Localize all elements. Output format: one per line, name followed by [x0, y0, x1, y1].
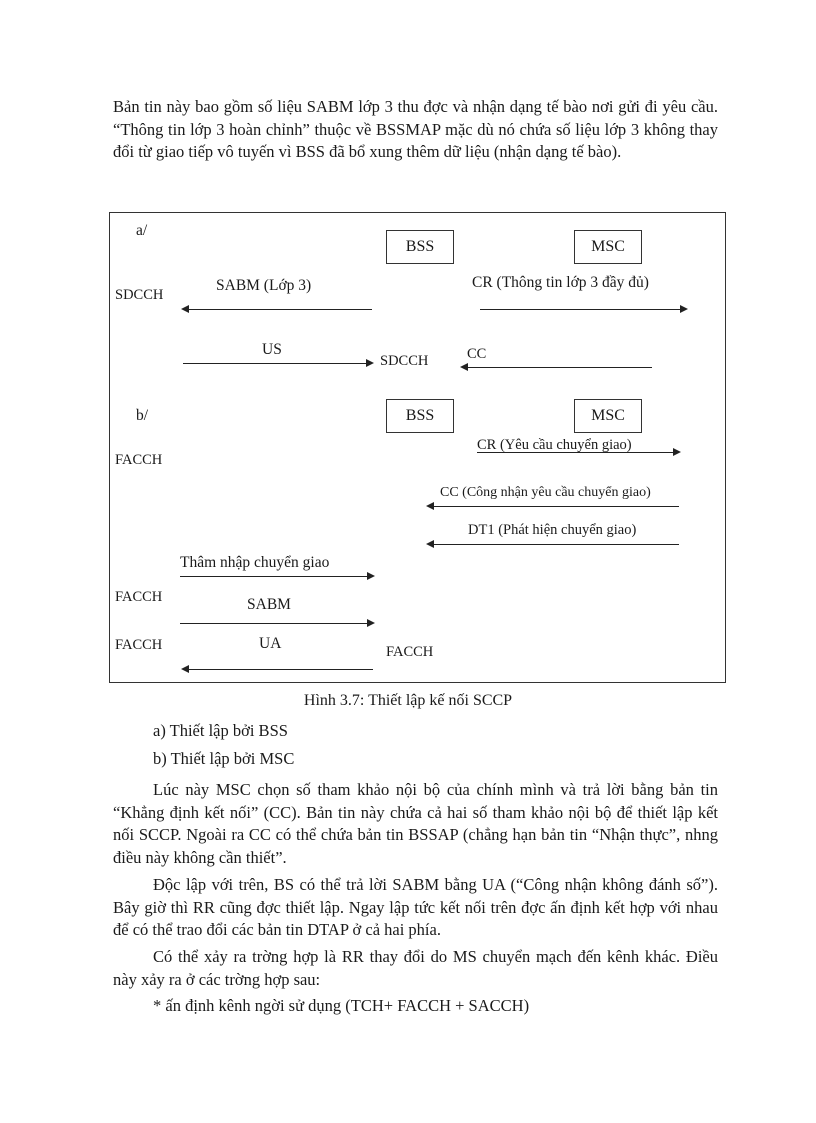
dt1-arrow	[428, 544, 679, 545]
part-a-label: a/	[136, 222, 148, 239]
figure-caption: Hình 3.7: Thiết lập kế nối SCCP	[303, 692, 513, 709]
dt1-label: DT1 (Phát hiện chuyển giao)	[468, 522, 637, 538]
cc-arrow-a	[462, 367, 652, 368]
sabm-label-b: SABM	[247, 596, 291, 613]
ua-label: UA	[259, 635, 282, 652]
bullet-line: * ấn định kênh ngời sử dụng (TCH+ FACCH + SACCH)	[153, 996, 530, 1015]
handover-access-arrow	[180, 576, 373, 577]
cc-arrow-b	[428, 506, 679, 507]
sccp-connection-diagram	[109, 212, 726, 683]
bss-box-b: BSS	[386, 399, 454, 433]
msc-box-a: MSC	[574, 230, 642, 264]
paragraph-msc-reply: Lúc này MSC chọn số tham khảo nội bộ của chính mình và trả lời bằng bản tin “Khẳng định kết nối” (CC). Bản tin này chứa cả hai số tham khảo nội bộ để thiết lập kết nối SCCP. Ngoài ra CC có thể chứa bản tin BSSAP (chẳng hạn bản tin “Nhận thực”, nhng điều này không cần thiết”.	[113, 780, 718, 867]
sdcch-label-mid: SDCCH	[380, 353, 429, 369]
sdcch-label-a: SDCCH	[115, 287, 164, 303]
us-label: US	[262, 341, 282, 358]
intro-paragraph: Bản tin này bao gồm số liệu SABM lớp 3 thu đợc và nhận dạng tế bào nơi gửi đi yêu cầu. “Thông tin lớp 3 hoàn chỉnh” thuộc về BSSMAP mặc dù nó chứa số liệu lớp 3 không thay đổi từ giao tiếp vô tuyến vì BSS đã bổ xung thêm dữ liệu (nhận dạng tế bào).	[113, 97, 718, 161]
bss-box-a: BSS	[386, 230, 454, 264]
facch-label-3: FACCH	[115, 637, 163, 653]
cr-arrow-b	[477, 452, 679, 453]
sabm-arrow-a	[183, 309, 372, 310]
facch-label-1: FACCH	[115, 452, 163, 468]
list-item-b: b) Thiết lập bởi MSC	[153, 749, 295, 768]
us-arrow	[183, 363, 372, 364]
handover-access-label: Thâm nhập chuyển giao	[180, 554, 330, 571]
paragraph-ua-reply: Độc lập với trên, BS có thể trả lời SABM bằng UA (“Công nhận không đánh số”). Bây giờ thì RR cũng đợc thiết lập. Ngay lập tức kết nối trên đợc ấn định kết hợp với nhau để có thể trao đổi các bản tin DTAP ở cả hai phía.	[113, 875, 718, 939]
sabm-arrow-b	[180, 623, 373, 624]
part-b-label: b/	[136, 407, 149, 424]
cr-handover-request-label: CR (Yêu cầu chuyển giao)	[477, 437, 632, 453]
facch-label-2: FACCH	[115, 589, 163, 605]
list-item-a: a) Thiết lập bởi BSS	[153, 721, 288, 740]
sabm-layer3-label: SABM (Lớp 3)	[216, 277, 312, 294]
cc-handover-ack-label: CC (Công nhận yêu cầu chuyển giao)	[440, 485, 651, 500]
cc-label-a: CC	[467, 346, 487, 362]
cr-full-info-label: CR (Thông tin lớp 3 đầy đủ)	[472, 274, 649, 291]
ua-arrow	[183, 669, 373, 670]
msc-box-b: MSC	[574, 399, 642, 433]
cr-arrow-a	[480, 309, 686, 310]
paragraph-rr-change: Có thể xảy ra trờng hợp là RR thay đổi do MS chuyển mạch đến kênh khác. Điều này xảy ra ở các trờng hợp sau:	[113, 947, 718, 989]
facch-label-4: FACCH	[386, 644, 434, 660]
